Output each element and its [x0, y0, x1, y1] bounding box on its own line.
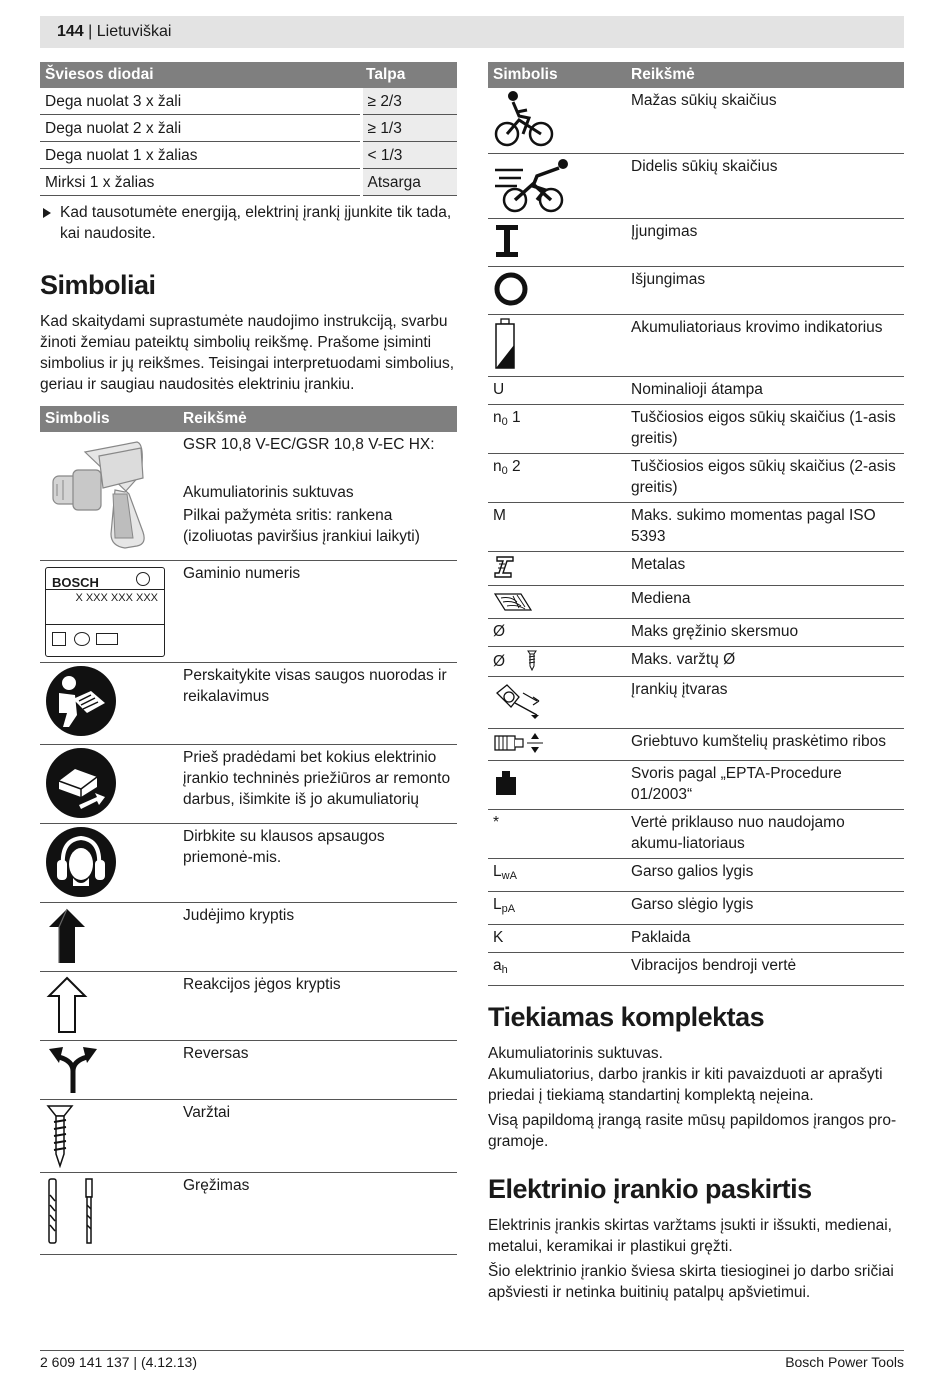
- square-mark-icon: [52, 632, 66, 646]
- symbol-meaning-line: Reversas: [178, 1040, 457, 1099]
- symbol-text: n: [493, 457, 502, 475]
- drill-icon: [45, 434, 165, 554]
- meaning-text: Nominalioji átampa: [626, 376, 904, 404]
- bosch-logo-icon: [136, 572, 150, 586]
- symbol-subscript: 0: [501, 415, 508, 428]
- symbol-subscript: pA: [501, 902, 516, 915]
- meaning-text: Garso galios lygis: [626, 858, 904, 891]
- table-row: [488, 760, 904, 809]
- table-row: [488, 453, 904, 502]
- symbol-text: M: [488, 502, 626, 551]
- led-table: [40, 62, 457, 196]
- table-row: [40, 88, 457, 115]
- meaning-text: Tuščiosios eigos sūkių skaičius (2-asis greitis): [626, 453, 904, 502]
- metal-icon: [493, 554, 519, 580]
- table-row: [40, 744, 457, 823]
- delivery-paragraph: Visą papildomą įrangą rasite mūsų papildomos įrangos pro-gramoje.: [488, 1111, 897, 1150]
- table-row: [40, 1040, 457, 1099]
- meaning-text: Įrankių įtvaras: [626, 676, 904, 728]
- led-capacity: ≥ 1/3: [361, 115, 457, 142]
- meaning-text: Vertė priklauso nuo naudojamo akumu-liatoriaus: [626, 809, 904, 858]
- meaning-text: Metalas: [626, 551, 904, 585]
- table-row: [40, 1172, 457, 1254]
- page-language: Lietuviškai: [96, 23, 172, 40]
- small-screw-icon: [525, 649, 539, 671]
- table-row: [488, 502, 904, 551]
- meaning-text: Maks. varžtų Ø: [626, 646, 904, 676]
- symbol-meaning-line: Prieš pradėdami bet kokius elektrinio įrankio techninės priežiūros ar remonto darbus, išimkite iš jo akumuliatorių: [178, 744, 457, 823]
- table-row: [488, 218, 904, 266]
- symbol-text: L: [493, 862, 502, 880]
- symbols-title: Simboliai: [40, 270, 156, 300]
- symbol-meaning-table: [488, 62, 904, 986]
- nameplate-brand: BOSCH: [52, 574, 99, 590]
- symbol-subscript: h: [501, 963, 508, 976]
- table-row: [488, 314, 904, 376]
- nameplate-icon: [45, 567, 165, 657]
- chuck-jaws-icon: [493, 731, 545, 755]
- symbol-meaning-line: Judėjimo kryptis: [178, 902, 457, 971]
- table-row: [488, 676, 904, 728]
- table-row: [40, 902, 457, 971]
- symbol-text: a: [493, 956, 502, 974]
- delivery-paragraph: Akumuliatorius, darbo įrankis ir kiti pavaizduoti ar aprašyti priedai į tiekiamą standartinį komplektą neįeina.: [488, 1065, 883, 1104]
- reaction-arrow-icon: [45, 974, 89, 1036]
- table-row: [488, 585, 904, 618]
- led-capacity: < 1/3: [361, 142, 457, 169]
- table-row: [488, 376, 904, 404]
- meaning-text: Griebtuvo kumštelių praskėtimo ribos: [626, 728, 904, 760]
- table-row: [40, 169, 457, 196]
- symbol-table: [40, 406, 457, 1255]
- symbol-subscript: 0: [501, 464, 508, 477]
- led-capacity: Atsarga: [361, 169, 457, 196]
- symbol-subscript: wA: [501, 869, 517, 882]
- symbol-text: Ø: [493, 652, 506, 670]
- wood-icon: [493, 588, 533, 614]
- drill-bit-icon: [45, 1175, 109, 1247]
- table-row: [488, 618, 904, 646]
- symbol-text: L: [493, 895, 502, 913]
- symbol-text: Ø: [488, 618, 626, 646]
- symbol-suffix: 1: [507, 408, 521, 426]
- right-table-header-symbol: Simbolis: [488, 62, 626, 88]
- table-row: [40, 115, 457, 142]
- table-row: [40, 823, 457, 902]
- meaning-text: Mažas sūkių skaičius: [626, 88, 904, 153]
- symbol-table-header-symbol: Simbolis: [40, 406, 178, 432]
- table-row: [40, 662, 457, 744]
- symbol-meaning-line: GSR 10,8 V-EC/GSR 10,8 V-EC HX:: [183, 436, 435, 453]
- read-manual-icon: [45, 665, 117, 737]
- meaning-text: Svoris pagal „EPTA-Procedure 01/2003“: [626, 760, 904, 809]
- on-icon: [493, 221, 523, 261]
- symbol-text: *: [488, 809, 626, 858]
- meaning-text: Paklaida: [626, 924, 904, 952]
- slow-bike-icon: [493, 90, 555, 148]
- symbol-meaning-line: Dirbkite su klausos apsaugos priemonė-mis.: [178, 823, 457, 902]
- symbol-text: U: [488, 376, 626, 404]
- symbols-intro: Kad skaitydami suprastumėte naudojimo instrukciją, svarbu žinoti žemiau pateiktų simbolių reikšmę. Prašome įsiminti simbolius ir jų reikšmes. Teisingai interpretuodami simbolius, geriau ir saugiau naudositės elektriniu įrankiu.: [40, 313, 455, 393]
- symbol-meaning-line: Reakcijos jėgos kryptis: [178, 971, 457, 1040]
- meaning-text: Maks gręžinio skersmuo: [626, 618, 904, 646]
- page-footer: [40, 1350, 904, 1370]
- movement-arrow-icon: [45, 905, 89, 967]
- right-table-header-meaning: Reikšmė: [626, 62, 904, 88]
- tool-holder-icon: [493, 679, 545, 723]
- symbol-meaning-line: Gaminio numeris: [178, 560, 457, 662]
- purpose-title: Elektrinio įrankio paskirtis: [488, 1173, 812, 1204]
- led-capacity: ≥ 2/3: [361, 88, 457, 115]
- table-row: [488, 858, 904, 891]
- bullet-triangle-icon: [43, 208, 51, 218]
- battery-icon: [493, 317, 517, 371]
- fast-bike-icon: [493, 156, 573, 214]
- table-row: [40, 1099, 457, 1172]
- reverse-icon: [45, 1043, 101, 1095]
- remove-battery-icon: [45, 747, 117, 819]
- led-state: Dega nuolat 3 x žali: [40, 88, 361, 115]
- meaning-text: Garso slėgio lygis: [626, 891, 904, 924]
- meaning-text: Mediena: [626, 585, 904, 618]
- page-number: 144: [57, 23, 84, 40]
- rect-mark-icon: [96, 633, 118, 645]
- right-column: [488, 62, 904, 1303]
- delivery-title: Tiekiamas komplektas: [488, 1001, 765, 1032]
- symbol-table-header-meaning: Reikšmė: [178, 406, 457, 432]
- meaning-text: Maks. sukimo momentas pagal ISO 5393: [626, 502, 904, 551]
- led-state: Dega nuolat 2 x žali: [40, 115, 361, 142]
- table-row: [40, 432, 457, 560]
- meaning-text: Akumuliatoriaus krovimo indikatorius: [626, 314, 904, 376]
- symbol-meaning-line: Perskaitykite visas saugos nuorodas ir reikalavimus: [178, 662, 457, 744]
- symbol-meaning-line: Pilkai pažymėta sritis: rankena (izoliuotas paviršius įrankiui laikyti): [183, 507, 420, 545]
- table-row: [488, 924, 904, 952]
- purpose-paragraph: Šio elektrinio įrankio šviesa skirta tiesioginei jo darbo sričiai apšviesti ir netinka buitinių patalpų apšvietimui.: [488, 1262, 894, 1301]
- footer-doc-number: 2 609 141 137 | (4.12.13): [40, 1354, 197, 1370]
- meaning-text: Vibracijos bendroji vertė: [626, 952, 904, 985]
- table-row: [488, 88, 904, 153]
- table-row: [488, 551, 904, 585]
- ear-protection-icon: [45, 826, 117, 898]
- symbol-meaning-line: Varžtai: [178, 1099, 457, 1172]
- table-row: [488, 646, 904, 676]
- symbol-suffix: 2: [507, 457, 521, 475]
- screw-icon: [45, 1102, 75, 1168]
- energy-note: Kad tausotumėte energiją, elektrinį įrankį įjunkite tik tada, kai naudosite.: [40, 202, 457, 244]
- meaning-text: Didelis sūkių skaičius: [626, 153, 904, 218]
- symbol-text: K: [488, 924, 626, 952]
- table-row: [488, 728, 904, 760]
- page-header: 144 | Lietuviškai: [40, 16, 904, 48]
- table-row: [488, 952, 904, 985]
- table-row: [40, 971, 457, 1040]
- led-table-header-leds: Šviesos diodai: [40, 62, 361, 88]
- led-state: Dega nuolat 1 x žalias: [40, 142, 361, 169]
- symbol-meaning-line: Akumuliatorinis suktuvas: [183, 484, 354, 501]
- table-row: [488, 153, 904, 218]
- left-column: [40, 62, 457, 1255]
- weight-icon: [493, 769, 519, 797]
- led-table-header-capacity: Talpa: [361, 62, 457, 88]
- nameplate-number: X XXX XXX XXX: [75, 591, 158, 604]
- table-row: [488, 266, 904, 314]
- table-row: [40, 560, 457, 662]
- table-row: [40, 142, 457, 169]
- meaning-text: Tuščiosios eigos sūkių skaičius (1-asis greitis): [626, 404, 904, 453]
- table-row: [488, 809, 904, 858]
- purpose-paragraph: Elektrinis įrankis skirtas varžtams įsukti ir išsukti, medienai, metalui, keramikai ir plastikui gręžti.: [488, 1216, 892, 1255]
- table-row: [488, 404, 904, 453]
- footer-brand: Bosch Power Tools: [785, 1354, 904, 1370]
- led-state: Mirksi 1 x žalias: [40, 169, 361, 196]
- off-icon: [493, 269, 533, 309]
- circle-mark-icon: [74, 632, 90, 646]
- symbol-text: n: [493, 408, 502, 426]
- table-row: [488, 891, 904, 924]
- symbol-meaning-line: Gręžimas: [178, 1172, 457, 1254]
- delivery-paragraph: Akumuliatorinis suktuvas.: [488, 1044, 663, 1062]
- meaning-text: Įjungimas: [626, 218, 904, 266]
- meaning-text: Išjungimas: [626, 266, 904, 314]
